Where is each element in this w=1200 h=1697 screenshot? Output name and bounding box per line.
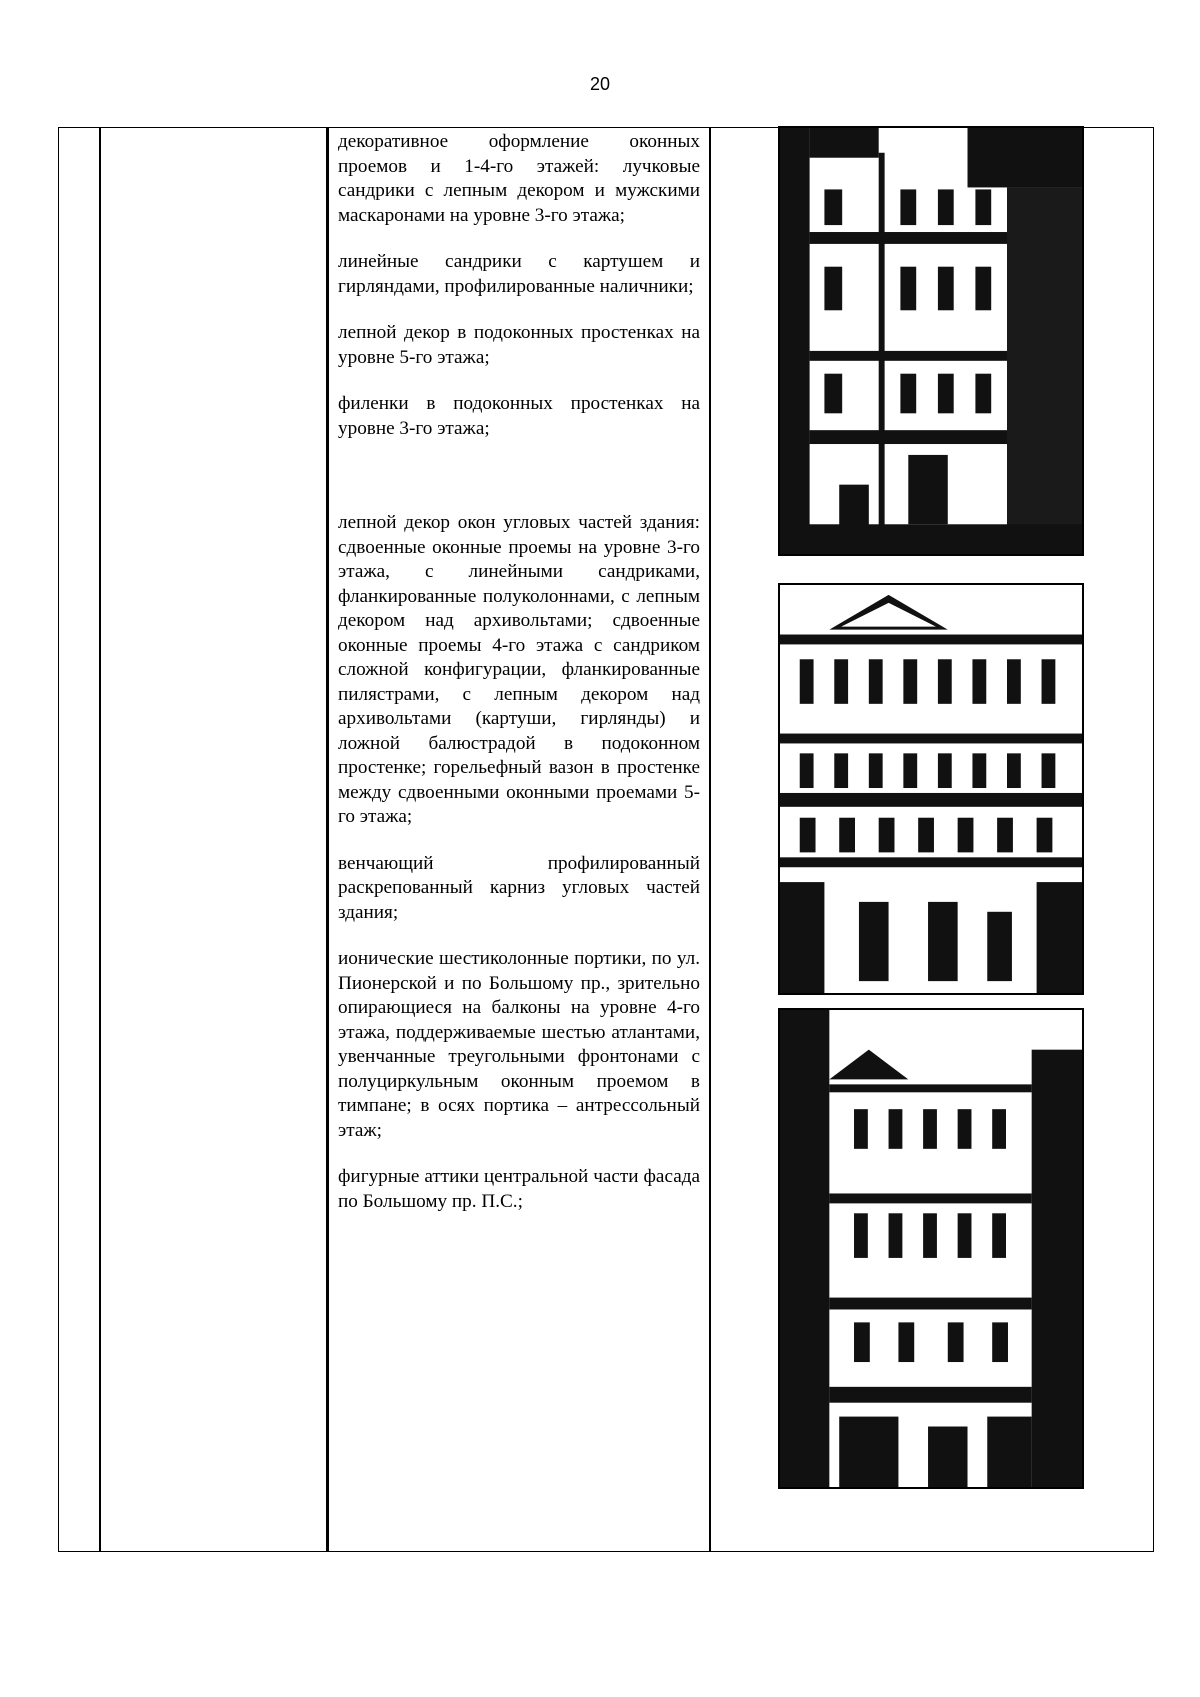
page-number: 20 bbox=[589, 74, 611, 94]
description-paragraph-7: ионические шестиколонные портики, по ул. Пионерской и по Большому пр., зрительно опирающиеся на балконы на уровне 4-го этажа, поддерживаемые шестью атлантами, увенчанные треугольными фронтонами с полуциркульным оконным проемом в тимпане; в осях портика – антрессольный этаж; bbox=[338, 948, 700, 1141]
facade-photo-1 bbox=[778, 126, 1084, 556]
facade-photo-2 bbox=[778, 583, 1084, 995]
description-paragraph-5: лепной декор окон угловых частей здания: сдвоенные оконные проемы на уровне 3-го этажа, с линейными сандриками, фланкированные полуколоннами, с лепным декором над архивольтами; сдвоенные оконные проемы 4-го этажа с сандриком сложной конфигурации, фланкированные пилястрами, с лепным декором над архивольтами (картуши, гирлянды) и ложной балюстрадой в подоконном простенке; горельефный вазон в простенке между сдвоенными оконными проемами 5-го этажа; bbox=[338, 512, 700, 827]
description-paragraph-8: фигурные аттики центральной части фасада по Большому пр. П.С.; bbox=[338, 1166, 700, 1212]
column-divider-3 bbox=[709, 127, 711, 1552]
description-paragraph-1: декоративное оформление оконных проемов и 1-4-го этажей: лучковые сандрики с лепным декором и мужскими маскаронами на уровне 3-го этажа; bbox=[338, 131, 700, 226]
column-divider-2 bbox=[326, 127, 329, 1552]
facade-photo-3 bbox=[778, 1008, 1084, 1489]
description-cell bbox=[338, 130, 700, 1214]
description-paragraph-3: лепной декор в подоконных простенках на уровне 5-го этажа; bbox=[338, 322, 700, 368]
description-paragraph-6: венчающий профилированный раскрепованный карниз угловых частей здания; bbox=[338, 852, 700, 923]
description-paragraph-2: линейные сандрики с картушем и гирляндами, профилированные наличники; bbox=[338, 251, 700, 297]
column-divider-1 bbox=[99, 127, 101, 1552]
description-paragraph-4: филенки в подоконных простенках на уровне 3-го этажа; bbox=[338, 393, 700, 439]
